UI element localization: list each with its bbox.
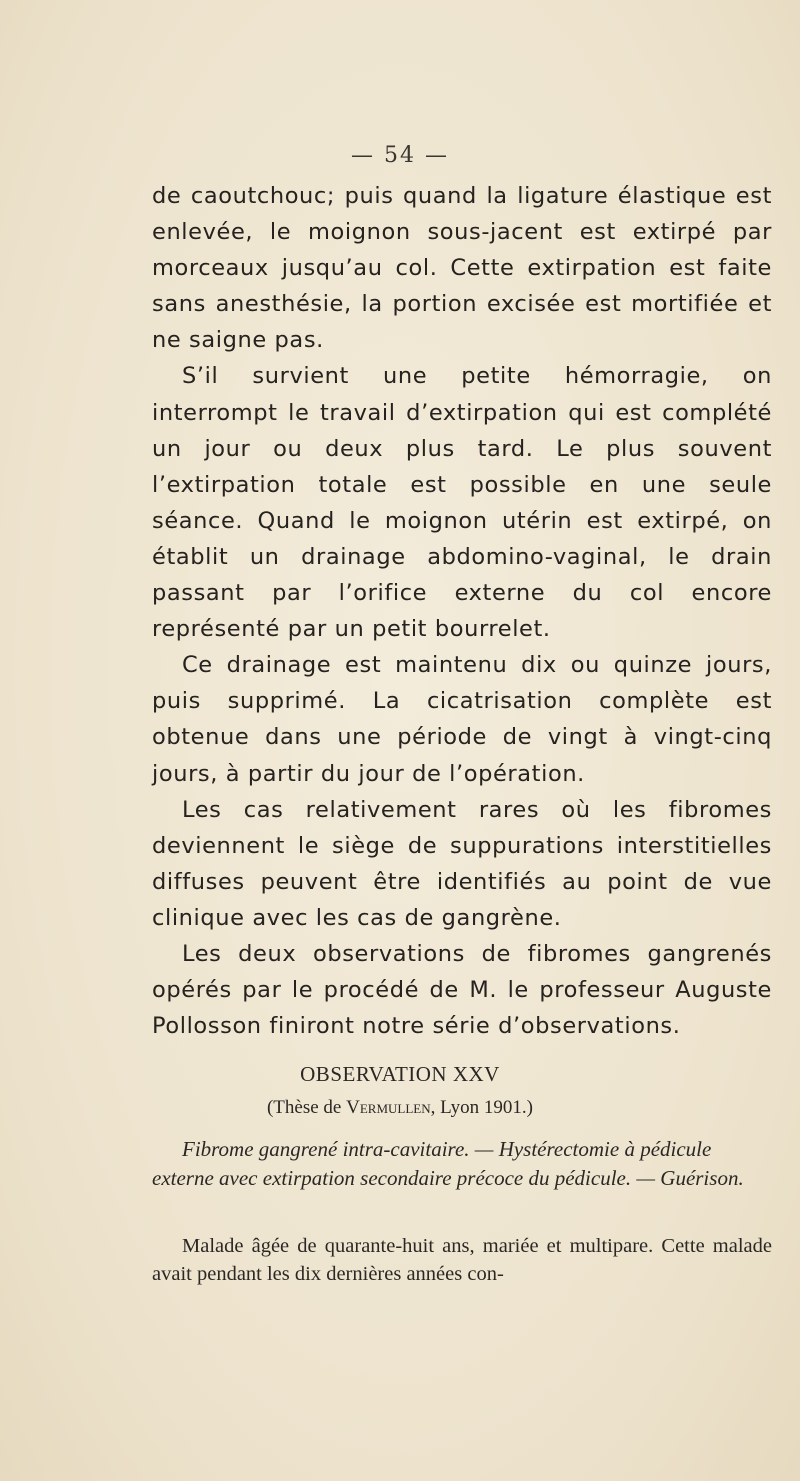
observation-source-prefix: (Thèse de	[266, 1097, 347, 1118]
observation-source-suffix: , Lyon 1901.)	[430, 1097, 534, 1118]
paragraph-4: Les cas relativement rares où les fibromes deviennent le siège de suppurations interstitielles diffuses peuvent être identifiés au point de vue clinique avec les cas de gangrène.	[152, 796, 772, 931]
paragraph-1: de caoutchouc; puis quand la ligature élastique est enlevée, le moignon sous-jacent est extirpé par morceaux jusqu’au col. Cette extirpation est faite sans anesthésie, la portion excisée est mortifiée et ne saigne pas.	[152, 183, 772, 354]
paragraph-3: Ce drainage est maintenu dix ou quinze jours, puis supprimé. La cicatrisation complète est obtenue dans une période de vingt à vingt-cinq jours, à partir du jour de l’opération.	[152, 652, 772, 787]
observation-source-author: Vermullen	[346, 1097, 431, 1118]
observation-body: Malade âgée de quarante-huit ans, mariée et multipare. Cette malade avait pendant les dix dernières années con-	[152, 1235, 772, 1285]
observation-source	[0, 1097, 800, 1119]
observation-heading: OBSERVATION XXV	[300, 1062, 500, 1086]
observation-title: Fibrome gangrené intra-cavitaire. — Hystérectomie à pédicule externe avec extirpation secondaire précoce du pédicule. — Guérison.	[152, 1137, 744, 1190]
paragraph-2: S’il survient une petite hémorragie, on interrompt le travail d’extirpation qui est complété un jour ou deux plus tard. Le plus souvent l’extirpation totale est possible en une seule séance. Quand le moignon utérin est extirpé, on établit un drainage abdomino-vaginal, le drain passant par l’orifice externe du col encore représenté par un petit bourrelet.	[152, 363, 772, 643]
page-number: — 54 —	[351, 143, 449, 168]
paragraph-5: Les deux observations de fibromes gangrenés opérés par le procédé de M. le professeur Auguste Pollosson finiront notre série d’observations.	[152, 940, 772, 1040]
main-text	[152, 178, 772, 1044]
